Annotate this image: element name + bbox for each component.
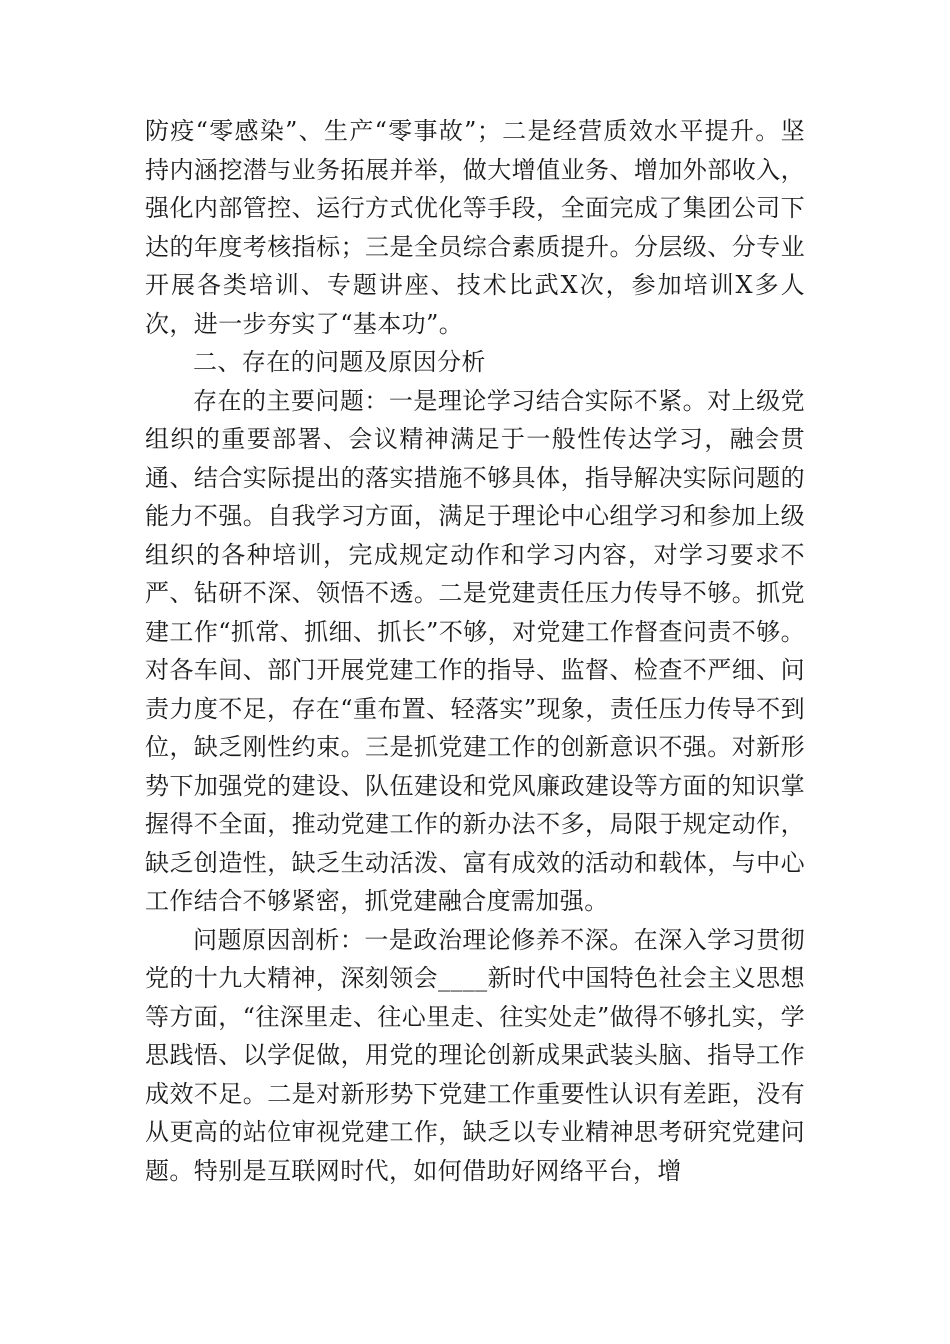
paragraph-cause-analysis: 问题原因剖析：一是政治理论修养不深。在深入学习贯彻党的十九大精神，深刻领会____新时代中国特色社会主义思想等方面，“往深里走、往心里走、往实处走”做得不够扎实，学思践悟、以学促做，用党的理论创新成果武装头脑、指导工作成效不足。二是对新形势下党建工作重要性认识有差距，没有从更高的站位审视党建工作，缺乏以专业精神思考研究党建问题。特别是互联网时代，如何借助好网络平台，增 — [145, 925, 805, 1185]
document-body — [145, 112, 805, 1190]
section-heading: 二、存在的问题及原因分析 — [193, 348, 486, 376]
paragraph-continued: 防疫“零感染”、生产“零事故”；二是经营质效水平提升。坚持内涵挖潜与业务拓展并举，做大增值业务、增加外部收入，强化内部管控、运行方式优化等手段，全面完成了集团公司下达的年度考核指标；三是全员综合素质提升。分层级、分专业开展各类培训、专题讲座、技术比武X次，参加培训X多人次，进一步夯实了“基本功”。 — [145, 117, 805, 338]
paragraph-main-problems: 存在的主要问题：一是理论学习结合实际不紧。对上级党组织的重要部署、会议精神满足于一般性传达学习，融会贯通、结合实际提出的落实措施不够具体，指导解决实际问题的能力不强。自我学习方面，满足于理论中心组学习和参加上级组织的各种培训，完成规定动作和学习内容，对学习要求不严、钻研不深、领悟不透。二是党建责任压力传导不够。抓党建工作“抓常、抓细、抓长”不够，对党建工作督查问责不够。对各车间、部门开展党建工作的指导、监督、检查不严细、问责力度不足，存在“重布置、轻落实”现象，责任压力传导不到位，缺乏刚性约束。三是抓党建工作的创新意识不强。对新形势下加强党的建设、队伍建设和党风廉政建设等方面的知识掌握得不全面，推动党建工作的新办法不多，局限于规定动作，缺乏创造性，缺乏生动活泼、富有成效的活动和载体，与中心工作结合不够紧密，抓党建融合度需加强。 — [145, 386, 805, 915]
